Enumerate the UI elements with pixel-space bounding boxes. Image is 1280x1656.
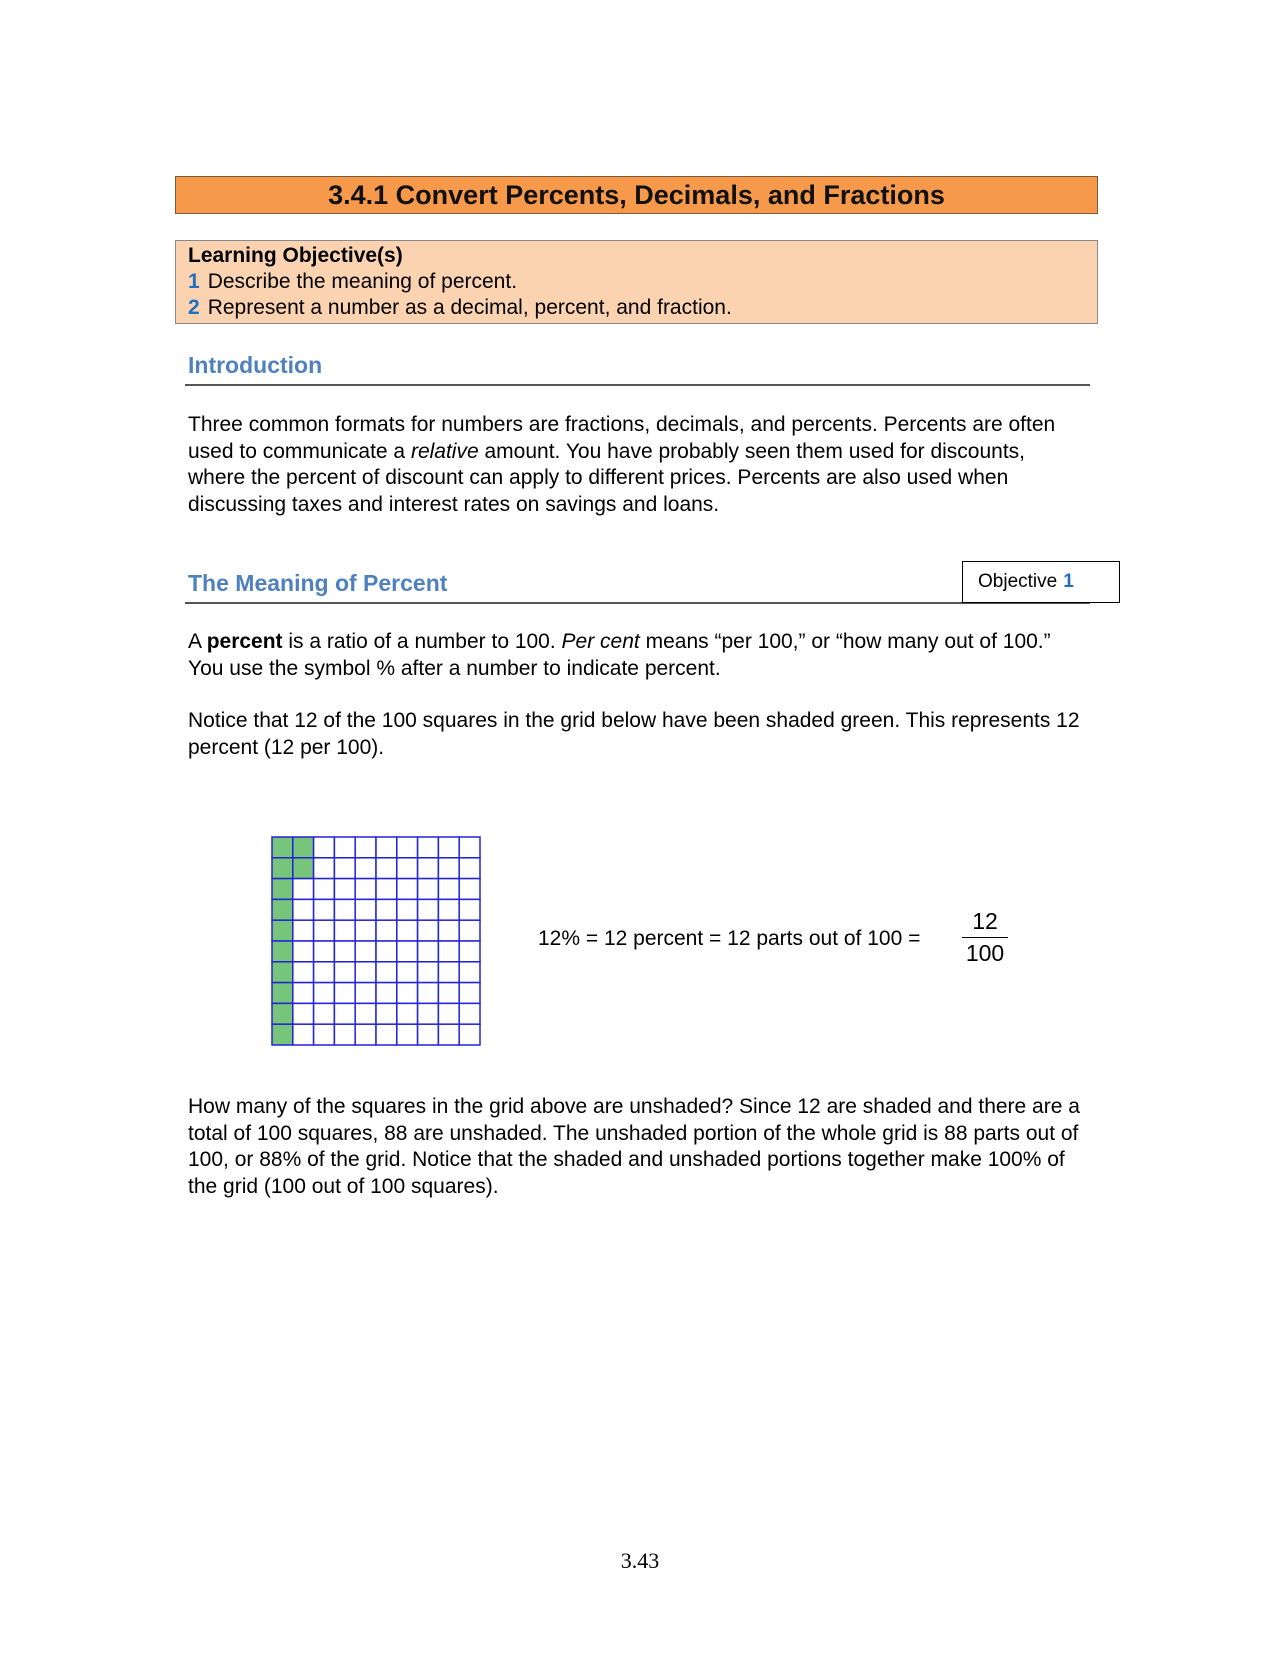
- grid-cell: [459, 941, 480, 962]
- grid-cell: [355, 920, 376, 941]
- grid-cell: [459, 983, 480, 1004]
- introduction-rule: [185, 384, 1090, 386]
- grid-cell: [355, 962, 376, 983]
- grid-cell: [397, 879, 418, 900]
- objective-number: 2: [188, 296, 200, 319]
- grid-cell: [293, 899, 314, 920]
- grid-cell: [314, 941, 335, 962]
- grid-cell: [397, 962, 418, 983]
- italic-per-cent: Per cent: [561, 630, 640, 653]
- grid-cell: [459, 879, 480, 900]
- grid-cell: [459, 920, 480, 941]
- grid-cell: [418, 920, 439, 941]
- grid-cell-shaded: [293, 858, 314, 879]
- grid-cell: [376, 1024, 397, 1045]
- learning-objectives-box: [175, 240, 1098, 324]
- grid-cell: [418, 962, 439, 983]
- grid-cell: [334, 1003, 355, 1024]
- grid-cell: [334, 837, 355, 858]
- grid-cell: [397, 983, 418, 1004]
- grid-cell: [334, 983, 355, 1004]
- objective-item: [188, 295, 1085, 321]
- grid-cell: [418, 941, 439, 962]
- introduction-heading: Introduction: [188, 352, 323, 378]
- grid-cell: [459, 899, 480, 920]
- grid-cell-shaded: [272, 983, 293, 1004]
- percent-definition-paragraph: A percent is a ratio of a number to 100. Per cent means “per 100,” or “how many out of 100.” You use the symbol % after a number to indicate percent.: [188, 630, 1051, 680]
- grid-cell: [438, 962, 459, 983]
- grid-cell: [438, 879, 459, 900]
- grid-cell: [314, 920, 335, 941]
- grid-cell-shaded: [272, 1024, 293, 1045]
- grid-cell: [355, 1024, 376, 1045]
- grid-cell: [314, 983, 335, 1004]
- grid-cell: [397, 858, 418, 879]
- grid-cell: [355, 941, 376, 962]
- grid-cell: [293, 962, 314, 983]
- grid-cell: [397, 941, 418, 962]
- grid-cell: [418, 858, 439, 879]
- grid-cell: [334, 920, 355, 941]
- grid-cell: [438, 858, 459, 879]
- grid-cell: [418, 983, 439, 1004]
- grid-cell: [314, 879, 335, 900]
- grid-cell: [355, 899, 376, 920]
- italic-relative: relative: [410, 439, 479, 463]
- grid-cell: [438, 837, 459, 858]
- grid-cell: [355, 983, 376, 1004]
- grid-cell: [376, 983, 397, 1004]
- grid-cell: [376, 1003, 397, 1024]
- grid-cell: [376, 962, 397, 983]
- grid-cell: [459, 1003, 480, 1024]
- grid-cell-shaded: [293, 837, 314, 858]
- objective-badge-number: 1: [1063, 571, 1074, 592]
- grid-cell: [293, 983, 314, 1004]
- percent-equation: 12% = 12 percent = 12 parts out of 100 =: [538, 927, 921, 950]
- grid-cell: [334, 899, 355, 920]
- grid-cell: [376, 837, 397, 858]
- objective-number: 1: [188, 270, 200, 293]
- objective-item: [188, 269, 1085, 295]
- objective-text: Describe the meaning of percent.: [207, 270, 518, 293]
- grid-cell: [355, 879, 376, 900]
- introduction-paragraph: Three common formats for numbers are fractions, decimals, and percents. Percents are often used to communicate a relative amount. You have probably seen them used for discounts, where the percent of discount can apply to different prices. Percents are also used when discussing taxes and interest rates on savings and loans.: [188, 413, 1056, 516]
- objective-badge: [962, 561, 1120, 603]
- grid-cell: [418, 1024, 439, 1045]
- grid-cell: [293, 920, 314, 941]
- grid-cell-shaded: [272, 879, 293, 900]
- objective-text: Represent a number as a decimal, percent, and fraction.: [207, 296, 732, 319]
- grid-cell: [293, 1003, 314, 1024]
- fraction-denominator: 100: [965, 940, 1005, 966]
- grid-cell: [459, 837, 480, 858]
- fraction-numerator: 12: [962, 908, 1008, 938]
- grid-cell: [376, 941, 397, 962]
- grid-cell: [355, 1003, 376, 1024]
- grid-cell: [459, 962, 480, 983]
- grid-cell: [418, 879, 439, 900]
- grid-cell: [376, 879, 397, 900]
- grid-cell: [397, 899, 418, 920]
- grid-cell-shaded: [272, 1003, 293, 1024]
- grid-cell: [459, 1024, 480, 1045]
- grid-cell: [397, 837, 418, 858]
- grid-cell: [397, 1003, 418, 1024]
- grid-cell: [438, 1003, 459, 1024]
- grid-cell: [314, 858, 335, 879]
- hundred-grid: [271, 836, 481, 1046]
- grid-cell: [314, 899, 335, 920]
- section-title: 3.4.1 Convert Percents, Decimals, and Fractions: [328, 179, 945, 210]
- grid-cell: [334, 962, 355, 983]
- grid-cell: [334, 1024, 355, 1045]
- grid-cell: [397, 920, 418, 941]
- grid-cell: [397, 1024, 418, 1045]
- grid-cell: [293, 941, 314, 962]
- grid-cell: [314, 837, 335, 858]
- grid-cell: [418, 1003, 439, 1024]
- page-number: 3.43: [620, 1548, 660, 1573]
- grid-cell: [418, 899, 439, 920]
- meaning-heading: The Meaning of Percent: [188, 570, 448, 596]
- grid-cell: [438, 1024, 459, 1045]
- grid-cell: [334, 879, 355, 900]
- grid-cell: [314, 1003, 335, 1024]
- grid-cell: [459, 858, 480, 879]
- grid-cell: [376, 899, 397, 920]
- grid-cell-shaded: [272, 837, 293, 858]
- grid-cell-shaded: [272, 962, 293, 983]
- grid-cell: [376, 858, 397, 879]
- objective-badge-label: Objective: [978, 571, 1058, 592]
- grid-cell-shaded: [272, 899, 293, 920]
- grid-cell: [293, 879, 314, 900]
- grid-cell: [438, 941, 459, 962]
- grid-cell: [314, 962, 335, 983]
- unshaded-paragraph: How many of the squares in the grid above are unshaded? Since 12 are shaded and there are a total of 100 squares, 88 are unshaded. The unshaded portion of the whole grid is 88 parts out of 100, or 88% of the grid. Notice that the shaded and unshaded portions together make 100% of the grid (100 out of 100 squares).: [188, 1095, 1080, 1198]
- bold-percent: percent: [206, 630, 283, 653]
- grid-cell: [314, 1024, 335, 1045]
- fraction: [962, 908, 1008, 967]
- grid-cell: [438, 920, 459, 941]
- learning-objectives-heading: Learning Objective(s): [188, 244, 403, 267]
- grid-cell: [334, 858, 355, 879]
- grid-intro-paragraph: Notice that 12 of the 100 squares in the grid below have been shaded green. This represents 12 percent (12 per 100).: [188, 709, 1080, 759]
- grid-cell: [418, 837, 439, 858]
- grid-cell: [438, 983, 459, 1004]
- grid-cell: [355, 858, 376, 879]
- grid-cell: [293, 1024, 314, 1045]
- grid-cell: [376, 920, 397, 941]
- grid-cell: [355, 837, 376, 858]
- grid-cell-shaded: [272, 858, 293, 879]
- section-title-bar: [175, 176, 1098, 214]
- grid-cell-shaded: [272, 941, 293, 962]
- grid-cell: [438, 899, 459, 920]
- grid-cell: [334, 941, 355, 962]
- meaning-rule: [185, 602, 1090, 604]
- grid-cell-shaded: [272, 920, 293, 941]
